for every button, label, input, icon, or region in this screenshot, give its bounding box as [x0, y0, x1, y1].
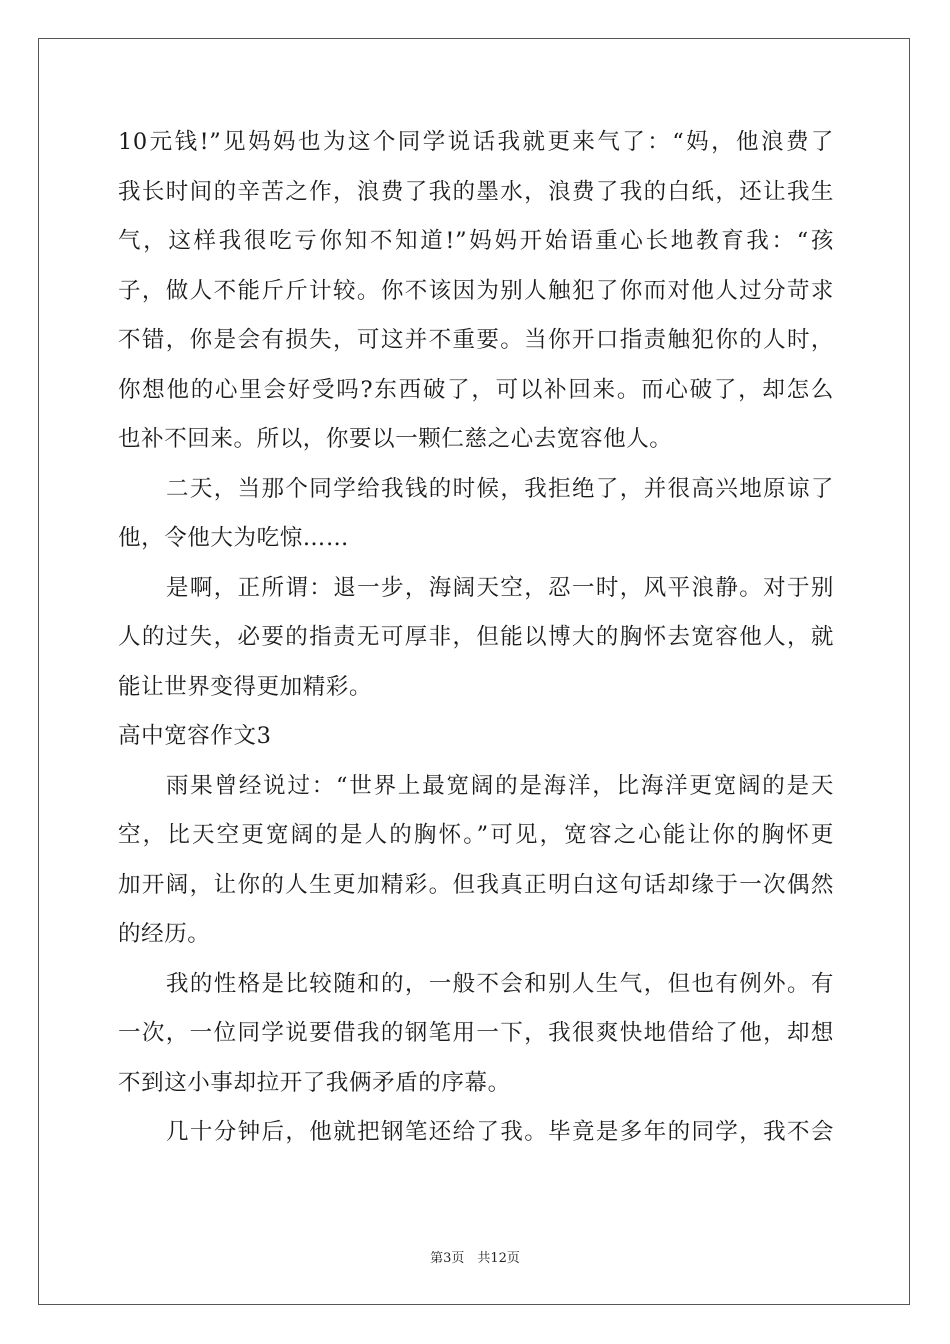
text-line: 我长时间的辛苦之作，浪费了我的墨水，浪费了我的白纸，还让我生: [118, 178, 834, 205]
text-line: 人的过失，必要的指责无可厚非，但能以博大的胸怀去宽容他人，就: [118, 624, 834, 650]
paragraph: [118, 564, 834, 713]
text-line: 子，做人不能斤斤计较。你不该因为别人触犯了你而对他人过分苛求: [118, 277, 834, 304]
text-line: 我的性格是比较随和的，一般不会和别人生气，但也有例外。有: [166, 970, 834, 997]
paragraph: [118, 762, 834, 960]
document-body: [118, 118, 834, 1158]
text-line: 不错，你是会有损失，可这并不重要。当你开口指责触犯你的人时，: [118, 327, 834, 353]
paragraph: [118, 960, 834, 1109]
text-line: 10元钱!”见妈妈也为这个同学说话我就更来气了：“妈，他浪费了: [118, 129, 834, 155]
text-line: 他，令他大为吃惊……: [118, 525, 350, 551]
text-line: 也补不回来。所以，你要以一颗仁慈之心去宽容他人。: [118, 426, 673, 452]
paragraph: [118, 465, 834, 564]
text-line: 气，这样我很吃亏你知不知道!”妈妈开始语重心长地教育我：“孩: [118, 228, 834, 254]
section-heading: 高中宽容作文3: [118, 723, 272, 749]
text-line: 是啊，正所谓：退一步，海阔天空，忍一时，风平浪静。对于别: [166, 574, 834, 601]
text-line: 几十分钟后，他就把钢笔还给了我。毕竟是多年的同学，我不会: [166, 1119, 834, 1145]
text-line: 能让世界变得更加精彩。: [118, 673, 373, 700]
text-line: 的经历。: [118, 921, 211, 947]
paragraph: [118, 1108, 834, 1158]
text-line: 你想他的心里会好受吗?东西破了，可以补回来。而心破了，却怎么: [118, 376, 834, 403]
text-line: 不到这小事却拉开了我俩矛盾的序幕。: [118, 1069, 511, 1096]
page-footer: 第3页 共12页: [430, 1251, 520, 1266]
text-line: 空，比天空更宽阔的是人的胸怀。”可见，宽容之心能让你的胸怀更: [118, 822, 834, 848]
text-line: 一次，一位同学说要借我的钢笔用一下，我很爽快地借给了他，却想: [118, 1020, 834, 1046]
paragraph: [118, 118, 834, 465]
text-line: 加开阔，让你的人生更加精彩。但我真正明白这句话却缘于一次偶然: [118, 871, 834, 898]
text-line: 雨果曾经说过：“世界上最宽阔的是海洋，比海洋更宽阔的是天: [166, 772, 834, 799]
text-line: 二天，当那个同学给我钱的时候，我拒绝了，并很高兴地原谅了: [166, 475, 834, 502]
